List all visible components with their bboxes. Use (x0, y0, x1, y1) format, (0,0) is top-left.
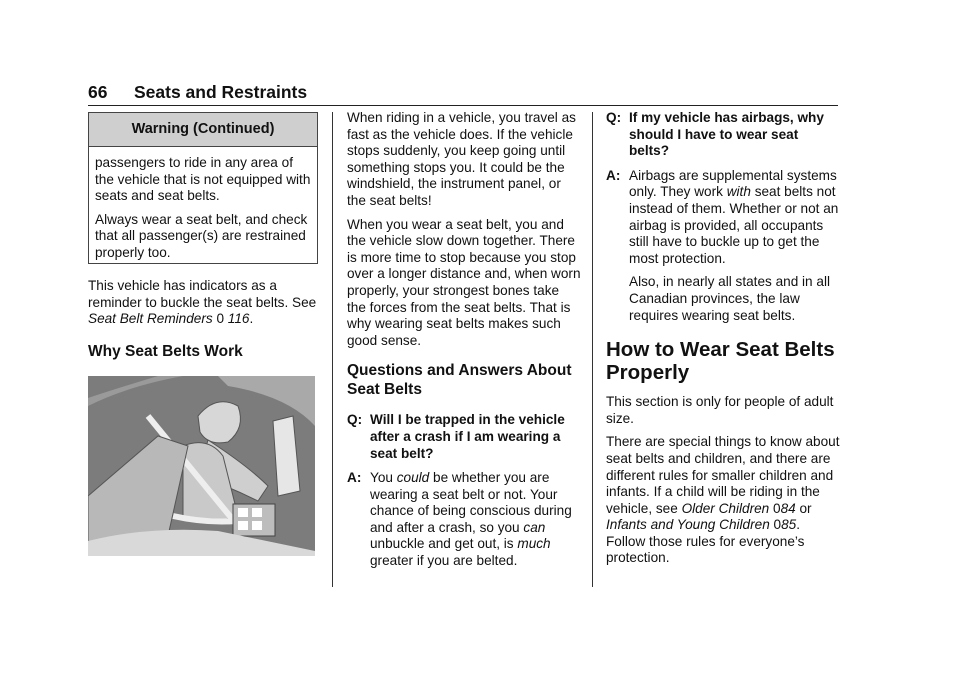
answer-part: seat belts not instead of them. Whether or not an airbag is provided, all occupants still have to buckle up to get the most protection. (629, 184, 839, 266)
page-ref-85[interactable]: 85 (781, 517, 797, 533)
heading-how-to-wear: How to Wear Seat Belts Properly (606, 338, 835, 385)
column-2-text (347, 110, 581, 578)
link-infants-young-children[interactable]: Infants and Young Children (606, 517, 770, 533)
question-label: Q: (347, 412, 363, 428)
page-ref-symbol: 0 (216, 311, 225, 327)
warning-paragraph: Always wear a seat belt, and check that all passenger(s) are restrained properly too. (95, 211, 308, 260)
page-ref-84[interactable]: 84 (780, 500, 796, 516)
column-3-text (606, 110, 840, 574)
column-1-text (88, 278, 320, 361)
link-older-children[interactable]: Older Children (681, 500, 770, 516)
answer-part: greater if you are belted. (370, 553, 518, 569)
paragraph-adult-size: This section is only for people of adult size. (606, 394, 834, 426)
occupant-seat-belt-illustration (88, 376, 315, 556)
page-number: 66 (88, 82, 108, 102)
answer-text (629, 168, 840, 268)
crash-illustration (88, 376, 315, 556)
answer-part: Airbags are supplemental systems only. They work (629, 167, 837, 200)
answer-text (370, 470, 581, 570)
heading-questions-answers: Questions and Answers About Seat Belts (347, 362, 572, 399)
emphasis-can: can (523, 519, 546, 535)
page-header (88, 82, 838, 106)
warning-box (88, 112, 318, 264)
or-text: or (799, 500, 812, 516)
answer-1 (347, 470, 581, 570)
question-label: Q: (606, 110, 622, 125)
question-text: If my vehicle has airbags, why should I have to wear seat belts? (629, 110, 824, 159)
warning-paragraph: passengers to ride in any area of the vehicle that is not equipped with seats and seat belts. (95, 155, 311, 204)
answer-part: You (370, 470, 393, 486)
answer-label: A: (606, 167, 621, 183)
question-2 (606, 110, 840, 160)
page-ref-symbol: 0 (773, 500, 781, 516)
indicator-text: This vehicle has indicators as a reminder to buckle the seat belts. See (88, 278, 317, 310)
paragraph-children (606, 434, 840, 567)
column-divider (592, 112, 593, 587)
answer-part: unbuckle and get out, is (370, 536, 514, 552)
paragraph-slow-down: When you wear a seat belt, you and the vehicle slow down together. There is more time to stop because you stop over a longer distance and, when worn properly, your strongest bones take the forces from the seat belts. That is why wearing seat belts makes such good sense. (347, 216, 581, 348)
emphasis-much: much (517, 536, 551, 552)
emphasis-with: with (726, 184, 751, 200)
answer-part: be whether you are wearing a seat belt or not. Your chance of being conscious during and after a crash, so you (370, 470, 572, 535)
question-1 (347, 412, 581, 462)
warning-heading: Warning (Continued) (89, 113, 317, 147)
answer-2 (606, 168, 840, 268)
children-text: There are special things to know about seat belts and children, and there are different rules for smaller children and infants. If a child will be riding in the vehicle, see (606, 434, 840, 516)
children-text-end: . Follow those rules for everyone’s protection. (606, 517, 805, 566)
page-ref-symbol: 0 (773, 517, 782, 533)
emphasis-could: could (396, 470, 430, 486)
indicator-paragraph (88, 278, 320, 328)
answer-label: A: (347, 470, 362, 486)
paragraph-riding: When riding in a vehicle, you travel as fast as the vehicle does. If the vehicle stops suddenly, you keep going until something stops you. It could be the windshield, the instrument panel, or the seat belts! (347, 110, 576, 208)
column-divider (332, 112, 333, 587)
period: . (249, 311, 254, 327)
answer-2-paragraph-2: Also, in nearly all states and in all Canadian provinces, the law requires wearing seat belts. (629, 274, 830, 323)
page-ref-116[interactable]: 116 (227, 311, 250, 327)
question-text: Will I be trapped in the vehicle after a crash if I am wearing a seat belt? (370, 412, 565, 461)
link-seat-belt-reminders[interactable]: Seat Belt Reminders (88, 311, 213, 327)
section-title: Seats and Restraints (134, 82, 308, 102)
header-rule (88, 105, 838, 106)
heading-why-seat-belts-work: Why Seat Belts Work (88, 342, 243, 360)
